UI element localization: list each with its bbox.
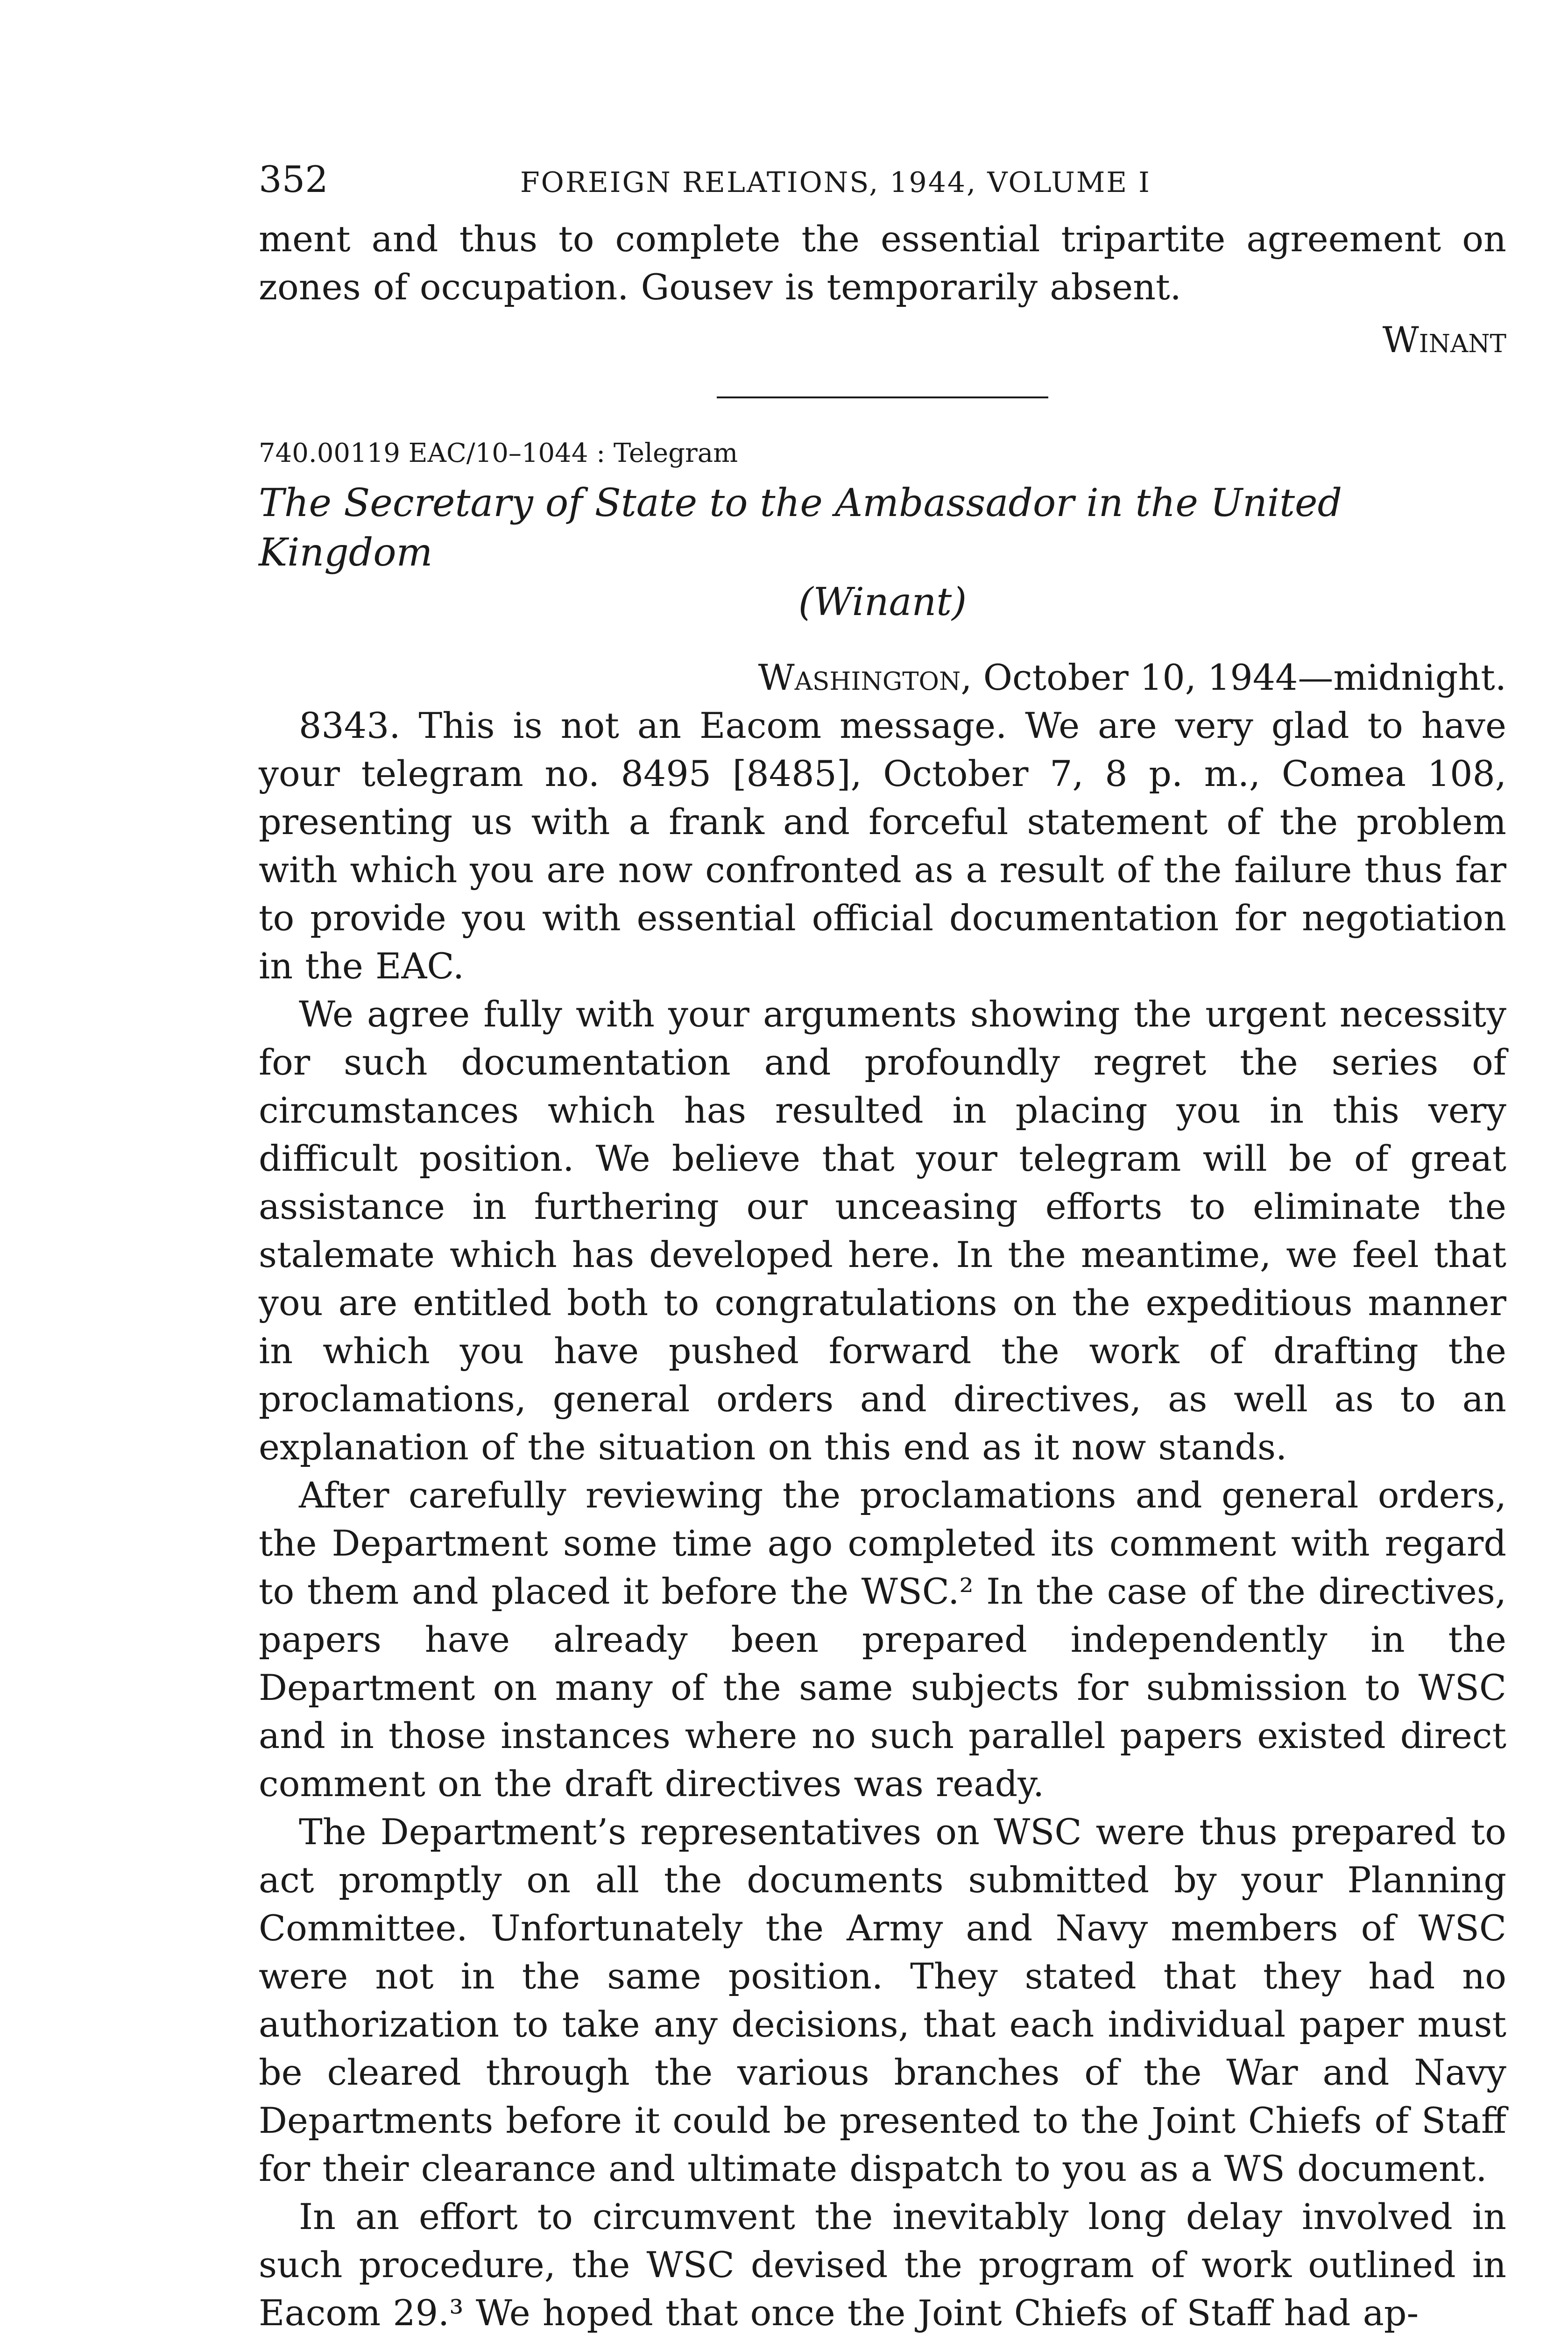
signature: Winant bbox=[1382, 319, 1506, 361]
continuation-paragraph: ment and thus to complete the essential tripartite agreement on zones of occupation. Gousev is temporarily absent. bbox=[259, 218, 1506, 308]
document-title-recipient: (Winant) bbox=[798, 580, 967, 624]
page-header bbox=[259, 159, 1506, 215]
dateline-place: Washington, bbox=[758, 657, 972, 698]
page-number: 352 bbox=[259, 159, 328, 201]
body-paragraph: After carefully reviewing the proclamations and general orders, the Department some time ago completed its comment with regard to them and placed it before the WSC.² In the case of the directives, papers have already been prepared independently in the Department on many of the same subjects for submission to WSC and in those instances where no such parallel papers existed direct comment on the draft directives was ready. bbox=[259, 1474, 1506, 1804]
body-paragraph: In an effort to circumvent the inevitably long delay involved in such procedure, the WSC devised the program of work outlined in Eacom 29.³ We hoped that once the Joint Chiefs of Staff had ap- bbox=[259, 2196, 1506, 2334]
body-paragraph: We agree fully with your arguments showing the urgent necessity for such documentation and profoundly regret the series of circumstances which has resulted in placing you in this very difficult position. We believe that your telegram will be of great assistance in furthering our unceasing efforts to eliminate the stalemate which has developed here. In the meantime, we feel that you are entitled both to congratulations on the expeditious manner in which you have pushed forward the work of drafting the proclamations, general orders and directives, as well as to an explanation of the situation on this end as it now stands. bbox=[259, 993, 1506, 1468]
dateline-date: October 10, 1944—midnight. bbox=[972, 657, 1506, 698]
document-page bbox=[259, 159, 1506, 2335]
running-head: FOREIGN RELATIONS, 1944, VOLUME I bbox=[520, 166, 1151, 199]
dateline bbox=[259, 653, 1506, 701]
document-title: The Secretary of State to the Ambassador in the United Kingdom bbox=[259, 481, 1342, 575]
section-divider bbox=[717, 396, 1048, 398]
body-paragraph: 8343. This is not an Eacom message. We are very glad to have your telegram no. 8495 [8485], October 7, 8 p. m., Comea 108, presenting us with a frank and forceful statement of the problem with which you are now confronted as a result of the failure thus far to provide you with essential official documentation for negotiation in the EAC. bbox=[259, 705, 1506, 987]
file-reference: 740.00119 EAC/10–1044 : Telegram bbox=[259, 438, 738, 468]
body-paragraph: The Department’s representatives on WSC were thus prepared to act promptly on all the documents submitted by your Planning Committee. Unfortunately the Army and Navy members of WSC were not in the same position. They stated that they had no authorization to take any decisions, that each individual paper must be cleared through the various branches of the War and Navy Departments before it could be presented to the Joint Chiefs of Staff for their clearance and ultimate dispatch to you as a WS document. bbox=[259, 1811, 1506, 2189]
